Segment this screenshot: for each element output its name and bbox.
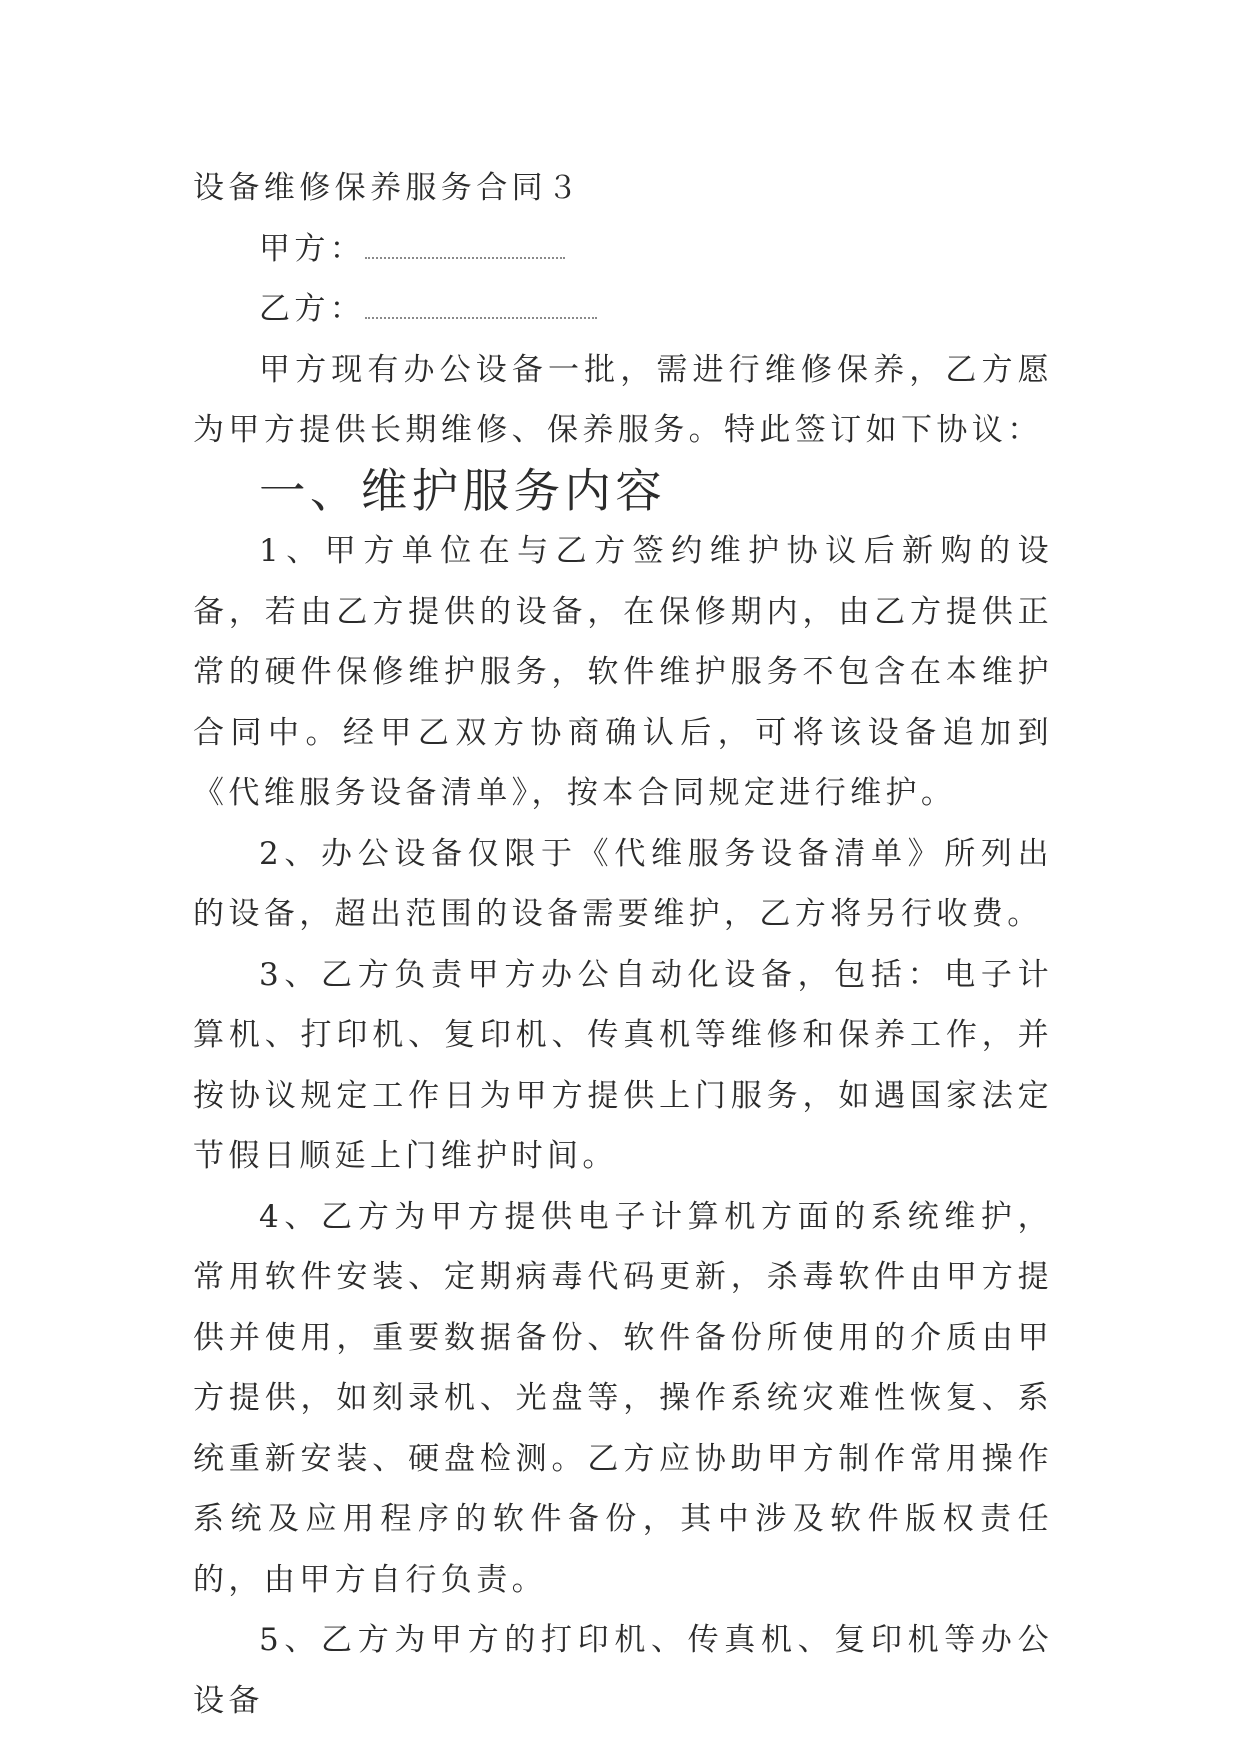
party-b-blank [365,316,597,319]
clause-1: 1、甲方单位在与乙方签约维护协议后新购的设备，若由乙方提供的设备，在保修期内，由乙方提供正常的硬件保修维护服务，软件维护服务不包含在本维护合同中。经甲乙双方协商确认后，可将该设备追加到《代维服务设备清单》，按本合同规定进行维护。 [193,533,1053,811]
section-heading: 一、维护服务内容 [259,463,667,518]
document-title: 设备维修保养服务合同３ [193,170,583,206]
party-a-label: 甲方： [259,230,366,267]
party-b-line [193,279,1053,340]
clause-5: 5、乙方为甲方的打印机、传真机、复印机等办公设备 [193,1622,1053,1719]
party-a-blank [365,256,565,259]
document-page [193,158,1053,1731]
clause-4: 4、乙方为甲方提供电子计算机方面的系统维护，常用软件安装、定期病毒代码更新，杀毒软件由甲方提供并使用，重要数据备份、软件备份所使用的介质由甲方提供，如刻录机、光盘等，操作系统灾难性恢复、系统重新安装、硬盘检测。乙方应协助甲方制作常用操作系统及应用程序的软件备份，其中涉及软件版权责任的，由甲方自行负责。 [193,1198,1053,1598]
party-a-line [193,219,1053,280]
clause-2: 2、办公设备仅限于《代维服务设备清单》所列出的设备，超出范围的设备需要维护，乙方将另行收费。 [193,835,1053,932]
clause-3: 3、乙方负责甲方办公自动化设备，包括：电子计算机、打印机、复印机、传真机等维修和保养工作，并按协议规定工作日为甲方提供上门服务，如遇国家法定节假日顺延上门维护时间。 [193,956,1053,1174]
intro-paragraph: 甲方现有办公设备一批，需进行维修保养，乙方愿为甲方提供长期维修、保养服务。特此签订如下协议： [193,351,1053,448]
party-b-label: 乙方： [259,291,366,327]
